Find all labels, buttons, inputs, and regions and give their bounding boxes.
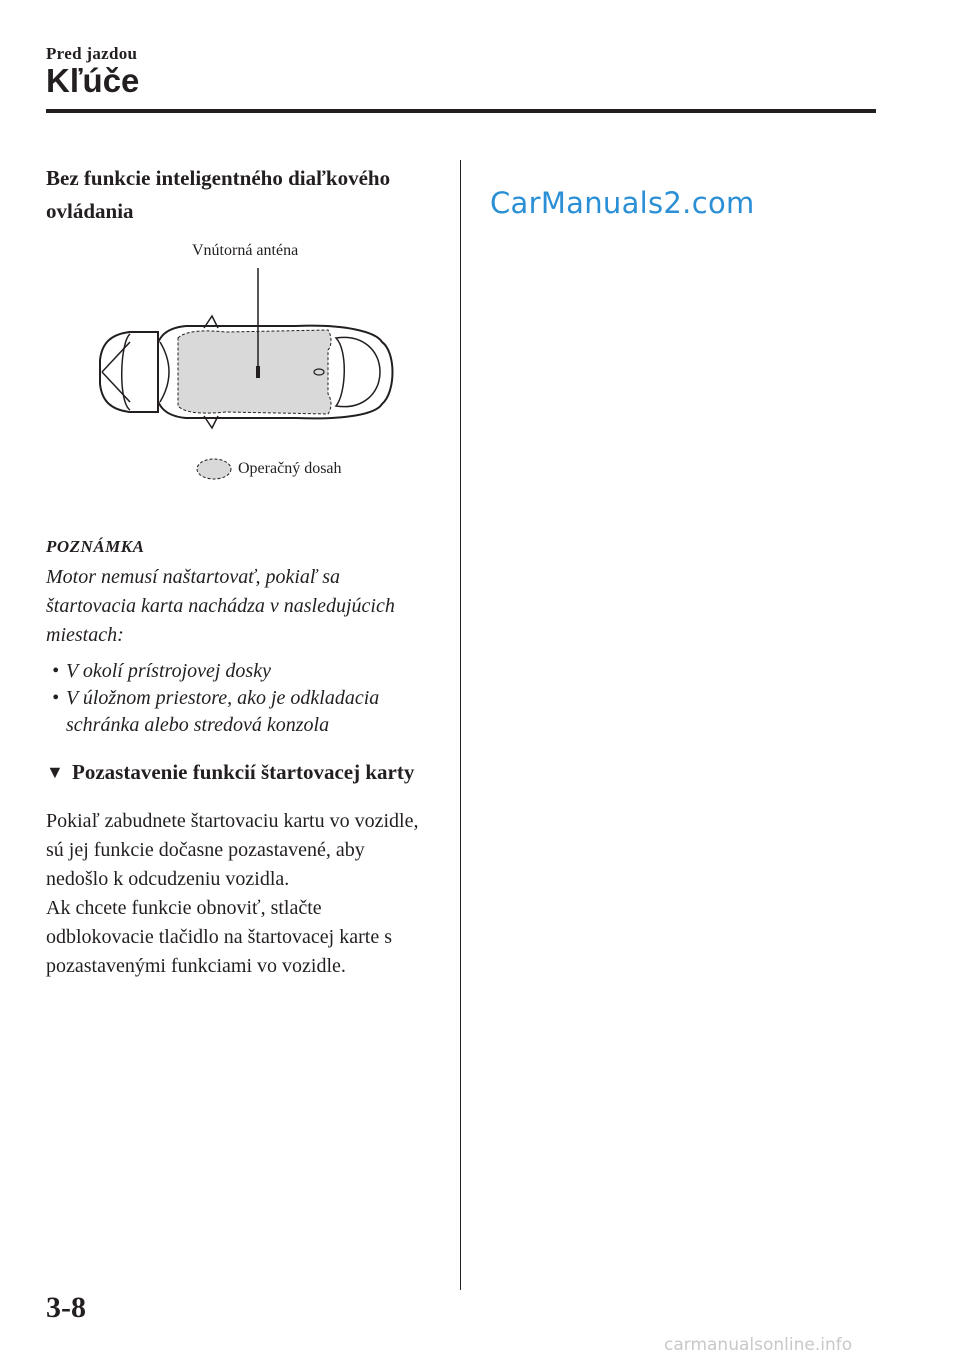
note-body: Motor nemusí naštartovať, pokiaľ sa štartovacia karta nachádza v nasledujúcich miestach: — [46, 566, 395, 646]
antenna-marker-icon — [256, 366, 260, 378]
paragraph: Ak chcete funkcie obnoviť, stlačte odblokovacie tlačidlo na štartovacej karte s pozastavenými funkciami vo vozidle. — [46, 897, 392, 977]
antenna-figure — [46, 242, 426, 512]
note-title: POZNÁMKA — [46, 537, 145, 556]
note-bullets — [46, 658, 426, 739]
bullet-glyph: • — [52, 687, 60, 709]
watermark[interactable]: CarManuals2.com — [490, 186, 755, 220]
paragraph: Pokiaľ zabudnete štartovaciu kartu vo vozidle, sú jej funkcie dočasne pozastavené, aby nedošlo k odcudzeniu vozidla. — [46, 810, 419, 890]
column-divider — [460, 160, 461, 1290]
section-heading — [46, 757, 426, 787]
section-heading-text: Pozastavenie funkcií štartovacej karty — [72, 760, 415, 784]
footer-watermark[interactable]: carmanualsonline.info — [664, 1335, 853, 1355]
page-title: Kľúče — [46, 62, 140, 99]
page-number: 3-8 — [46, 1291, 86, 1324]
bullet-glyph: • — [52, 660, 60, 682]
left-column — [46, 162, 426, 981]
triangle-marker-icon: ▼ — [46, 762, 64, 782]
subsection-heading: Bez funkcie inteligentného diaľkového ovládania — [46, 166, 391, 223]
legend-label: Operačný dosah — [238, 460, 342, 477]
header-rule — [46, 109, 876, 113]
range-swatch-icon — [196, 458, 232, 480]
figure-legend — [196, 458, 342, 480]
note-block — [46, 532, 426, 739]
list-item: • V okolí prístrojovej dosky — [46, 658, 426, 685]
section-name: Pred jazdou — [46, 44, 138, 63]
list-item: • V úložnom priestore, ako je odkladacia schránka alebo stredová konzola — [52, 687, 380, 736]
body-text — [46, 807, 426, 981]
antenna-label: Vnútorná anténa — [192, 242, 299, 259]
